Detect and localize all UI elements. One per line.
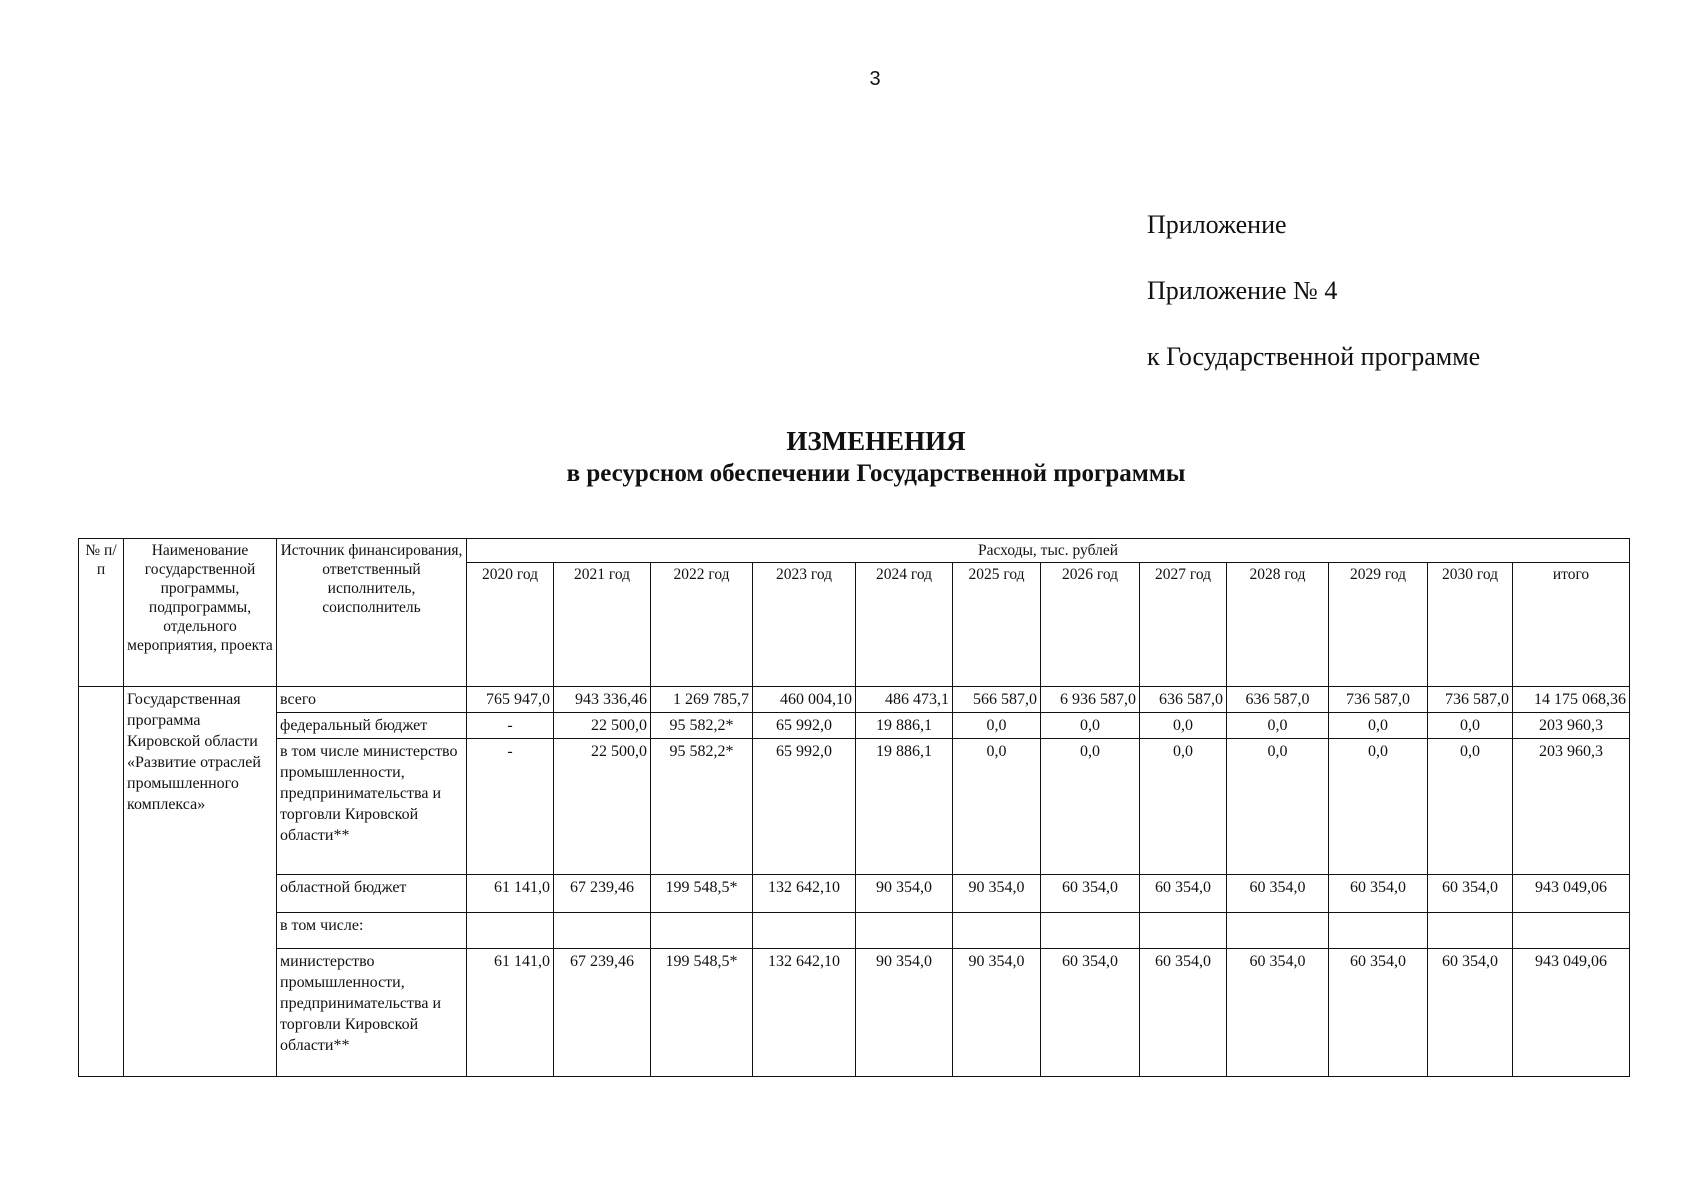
- value-cell: 0,0: [1041, 739, 1140, 875]
- header-name: Наименование государственной программы, подпрограммы, отдельного мероприятия, проекта: [124, 539, 277, 687]
- value-cell: 60 354,0: [1140, 949, 1227, 1077]
- value-cell: 0,0: [1041, 713, 1140, 739]
- resources-table: [78, 538, 1630, 1077]
- program-name: Государственная программа Кировской области «Развитие отраслей промышленного комплекса»: [124, 687, 277, 1077]
- total-cell: 14 175 068,36: [1513, 687, 1630, 713]
- value-cell: [467, 913, 554, 949]
- value-cell: 22 500,0: [554, 713, 651, 739]
- header-year: 2022 год: [651, 563, 753, 687]
- value-cell: 61 141,0: [467, 875, 554, 913]
- appendix-block: [1147, 192, 1480, 390]
- value-cell: 0,0: [953, 739, 1041, 875]
- value-cell: [753, 913, 856, 949]
- header-total: итого: [1513, 563, 1630, 687]
- header-year: 2023 год: [753, 563, 856, 687]
- value-cell: 65 992,0: [753, 713, 856, 739]
- value-cell: 95 582,2*: [651, 713, 753, 739]
- value-cell: 60 354,0: [1428, 949, 1513, 1077]
- value-cell: [856, 913, 953, 949]
- value-cell: 736 587,0: [1428, 687, 1513, 713]
- header-num: № п/п: [79, 539, 124, 687]
- value-cell: 199 548,5*: [651, 875, 753, 913]
- value-cell: 90 354,0: [953, 875, 1041, 913]
- table-row: [79, 875, 1630, 913]
- value-cell: 67 239,46: [554, 875, 651, 913]
- page-number: 3: [869, 68, 881, 90]
- total-cell: 943 049,06: [1513, 875, 1630, 913]
- title-main: ИЗМЕНЕНИЯ: [786, 426, 966, 456]
- value-cell: 60 354,0: [1227, 949, 1329, 1077]
- value-cell: 67 239,46: [554, 949, 651, 1077]
- value-cell: -: [467, 739, 554, 875]
- value-cell: 95 582,2*: [651, 739, 753, 875]
- value-cell: 0,0: [1227, 713, 1329, 739]
- value-cell: 60 354,0: [1041, 875, 1140, 913]
- header-expenses: Расходы, тыс. рублей: [467, 539, 1630, 563]
- value-cell: 0,0: [1428, 713, 1513, 739]
- value-cell: 65 992,0: [753, 739, 856, 875]
- value-cell: 460 004,10: [753, 687, 856, 713]
- value-cell: [953, 913, 1041, 949]
- value-cell: 1 269 785,7: [651, 687, 753, 713]
- header-year: 2027 год: [1140, 563, 1227, 687]
- header-year: 2030 год: [1428, 563, 1513, 687]
- value-cell: 486 473,1: [856, 687, 953, 713]
- table-row: [79, 949, 1630, 1077]
- table-row: [79, 739, 1630, 875]
- value-cell: 19 886,1: [856, 713, 953, 739]
- source-cell: федеральный бюджет: [277, 713, 467, 739]
- appendix-line-3: к Государственной программе: [1147, 342, 1481, 371]
- source-cell: областной бюджет: [277, 875, 467, 913]
- value-cell: 60 354,0: [1428, 875, 1513, 913]
- value-cell: 90 354,0: [953, 949, 1041, 1077]
- value-cell: 0,0: [953, 713, 1041, 739]
- value-cell: 0,0: [1428, 739, 1513, 875]
- source-cell: министерство промышленности, предпринимательства и торговли Кировской области**: [277, 949, 467, 1077]
- document-title: [0, 425, 1699, 491]
- value-cell: 132 642,10: [753, 875, 856, 913]
- value-cell: [554, 913, 651, 949]
- header-year: 2024 год: [856, 563, 953, 687]
- value-cell: 90 354,0: [856, 875, 953, 913]
- value-cell: 0,0: [1140, 713, 1227, 739]
- value-cell: -: [467, 713, 554, 739]
- value-cell: 60 354,0: [1041, 949, 1140, 1077]
- value-cell: [1227, 913, 1329, 949]
- value-cell: 60 354,0: [1140, 875, 1227, 913]
- value-cell: 566 587,0: [953, 687, 1041, 713]
- value-cell: 0,0: [1329, 713, 1428, 739]
- total-cell: [1513, 913, 1630, 949]
- value-cell: 60 354,0: [1227, 875, 1329, 913]
- value-cell: 132 642,10: [753, 949, 856, 1077]
- value-cell: 765 947,0: [467, 687, 554, 713]
- value-cell: 60 354,0: [1329, 875, 1428, 913]
- value-cell: [1329, 913, 1428, 949]
- value-cell: 636 587,0: [1227, 687, 1329, 713]
- value-cell: 636 587,0: [1140, 687, 1227, 713]
- header-year: 2029 год: [1329, 563, 1428, 687]
- value-cell: 736 587,0: [1329, 687, 1428, 713]
- header-year: 2026 год: [1041, 563, 1140, 687]
- table-row: [79, 913, 1630, 949]
- value-cell: [651, 913, 753, 949]
- header-source: Источник финансирования, ответственный исполнитель, соисполнитель: [277, 539, 467, 687]
- row-number-cell: [79, 687, 124, 1077]
- title-subtitle: в ресурсном обеспечении Государственной программы: [566, 460, 1186, 487]
- source-cell: в том числе:: [277, 913, 467, 949]
- appendix-line-2: Приложение № 4: [1147, 276, 1338, 305]
- table-row: [79, 713, 1630, 739]
- total-cell: 203 960,3: [1513, 713, 1630, 739]
- value-cell: 60 354,0: [1329, 949, 1428, 1077]
- value-cell: 0,0: [1140, 739, 1227, 875]
- value-cell: 0,0: [1227, 739, 1329, 875]
- value-cell: 6 936 587,0: [1041, 687, 1140, 713]
- value-cell: [1041, 913, 1140, 949]
- value-cell: 0,0: [1329, 739, 1428, 875]
- value-cell: 943 336,46: [554, 687, 651, 713]
- value-cell: 19 886,1: [856, 739, 953, 875]
- value-cell: 22 500,0: [554, 739, 651, 875]
- header-year: 2025 год: [953, 563, 1041, 687]
- header-year: 2028 год: [1227, 563, 1329, 687]
- value-cell: 199 548,5*: [651, 949, 753, 1077]
- value-cell: [1428, 913, 1513, 949]
- total-cell: 203 960,3: [1513, 739, 1630, 875]
- value-cell: 61 141,0: [467, 949, 554, 1077]
- header-year: 2021 год: [554, 563, 651, 687]
- value-cell: 90 354,0: [856, 949, 953, 1077]
- source-cell: в том числе министерство промышленности, предпринимательства и торговли Кировской области**: [277, 739, 467, 875]
- value-cell: [1140, 913, 1227, 949]
- header-row-1: [79, 539, 1630, 563]
- table-row: [79, 687, 1630, 713]
- total-cell: 943 049,06: [1513, 949, 1630, 1077]
- appendix-line-1: Приложение: [1147, 210, 1287, 239]
- header-year: 2020 год: [467, 563, 554, 687]
- source-cell: всего: [277, 687, 467, 713]
